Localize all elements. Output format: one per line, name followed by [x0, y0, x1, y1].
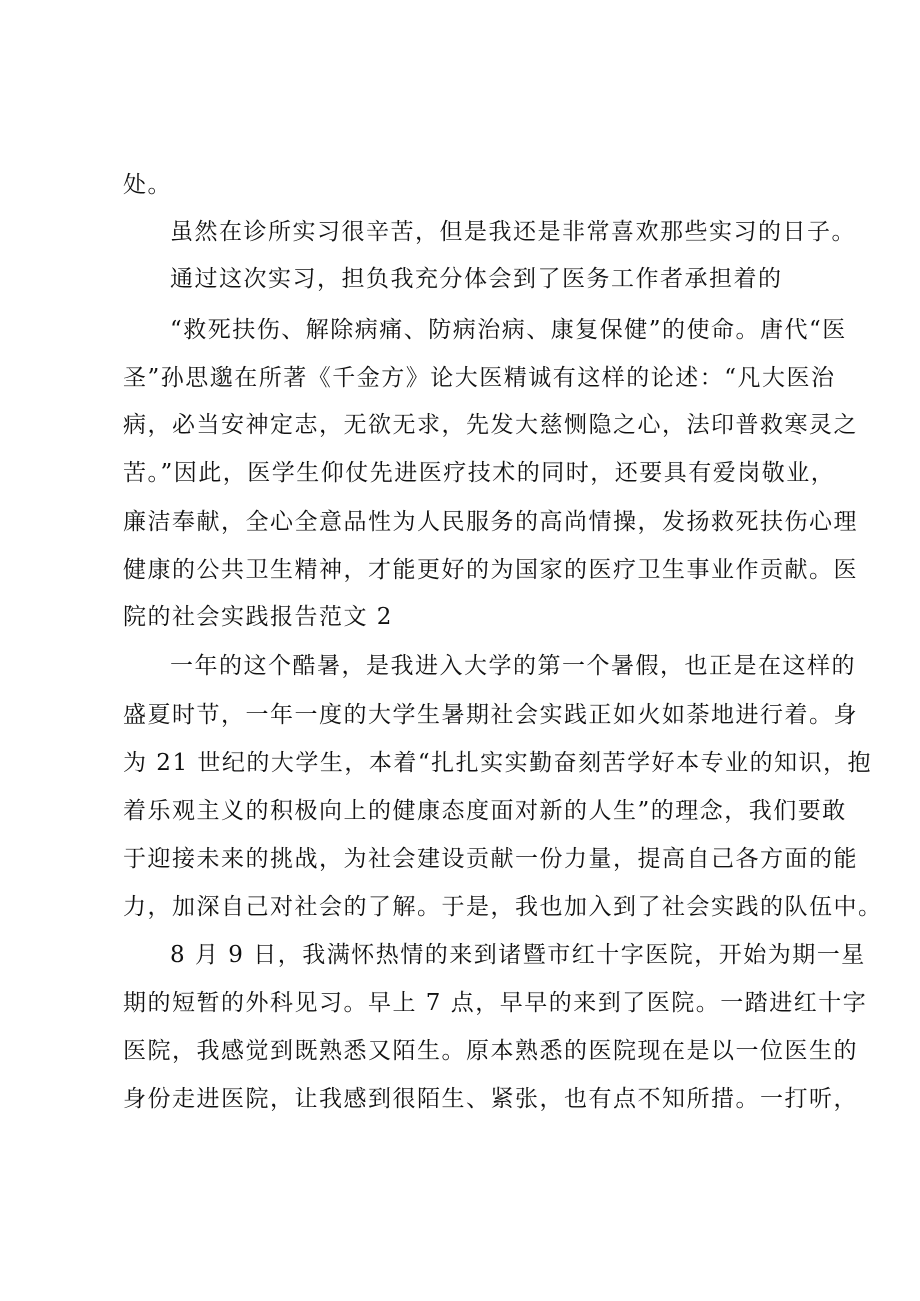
section-heading: 院的社会实践报告范文 2	[123, 604, 393, 630]
text-line: 虽然在诊所实习很辛苦，但是我还是非常喜欢那些实习的日子。	[170, 219, 856, 245]
text-line: 苦。”因此，医学生仰仗先进医疗技术的同时，还要具有爱岗敬业，	[123, 460, 836, 486]
text-line: “救死扶伤、解除病痛、防病治病、康复保健”的使命。唐代“医	[170, 317, 847, 343]
text-line: 医院，我感觉到既熟悉又陌生。原本熟悉的医院现在是以一位医生的	[123, 1038, 858, 1064]
text-line: 处。	[123, 172, 172, 198]
text-line: 通过这次实习，担负我充分体会到了医务工作者承担着的	[170, 266, 783, 292]
text-line: 盛夏时节，一年一度的大学生暑期社会实践正如火如荼地进行着。身	[123, 702, 858, 728]
text-line: 廉洁奉献，全心全意品性为人民服务的高尚情操，发扬救死扶伤心理	[123, 509, 858, 535]
text-line: 力，加深自己对社会的了解。于是，我也加入到了社会实践的队伍中。	[123, 894, 883, 920]
text-line: 健康的公共卫生精神，才能更好的为国家的医疗卫生事业作贡献。医	[123, 557, 858, 583]
text-line: 为 21 世纪的大学生，本着“扎扎实实勤奋刻苦学好本专业的知识，抱	[123, 750, 873, 776]
text-line: 身份走进医院，让我感到很陌生、紧张，也有点不知所措。一打听，	[123, 1086, 858, 1112]
text-line: 一年的这个酷暑，是我进入大学的第一个暑假，也正是在这样的	[170, 653, 856, 679]
text-line: 期的短暂的外科见习。早上 7 点，早早的来到了医院。一踏进红十字	[123, 990, 868, 1016]
text-line: 着乐观主义的积极向上的健康态度面对新的人生”的理念，我们要敢	[123, 798, 847, 824]
text-line: 8 月 9 日，我满怀热情的来到诸暨市红十字医院，开始为期一星	[170, 942, 866, 968]
text-line: 于迎接未来的挑战，为社会建设贡献一份力量，提高自己各方面的能	[123, 846, 858, 872]
text-line: 圣”孙思邈在所著《千金方》论大医精诚有这样的论述：“凡大医治	[123, 365, 836, 391]
text-line: 病，必当安神定志，无欲无求，先发大慈恻隐之心，法印普救寒灵之	[123, 412, 858, 438]
